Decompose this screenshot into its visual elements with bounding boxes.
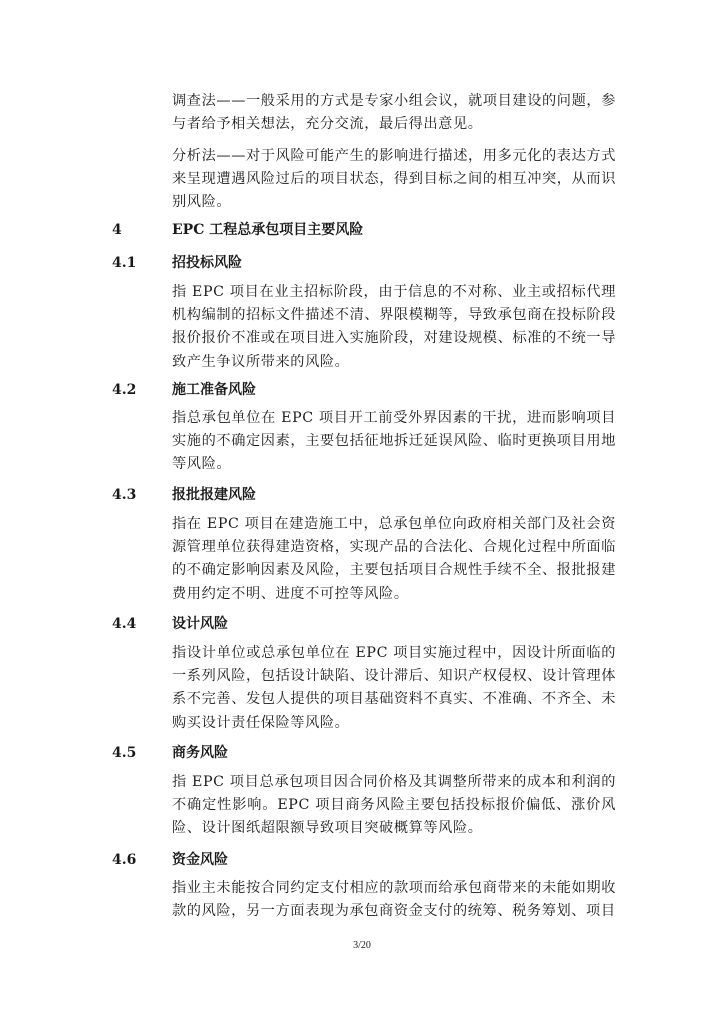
- subsection-paragraph: 指在 EPC 项目在建造施工中，总承包单位向政府相关部门及社会资源管理单位获得建造资格，实现产品的合法化、合规化过程中所面临的不确定影响因素及风险，主要包括项目合规性手续不全、报批报建费用约定不明、进度不可控等风险。: [172, 516, 616, 602]
- subsection-paragraph: 指业主未能按合同约定支付相应的款项而给承包商带来的未能如期收款的风险，另一方面表现为承包商资金支付的统筹、税务筹划、项目: [172, 880, 616, 920]
- section-title: EPC 工程总承包项目主要风险: [172, 222, 364, 238]
- page-number: 3/20: [353, 940, 371, 951]
- subsection-paragraph: 指设计单位或总承包单位在 EPC 项目实施过程中，因设计所面临的一系列风险，包括设计缺陷、设计滞后、知识产权侵权、设计管理体系不完善、发包人提供的项目基础资料不真实、不准确、不齐全、未购买设计责任保险等风险。: [172, 645, 616, 731]
- paragraph-analysis-method: 分析法——对于风险可能产生的影响进行描述，用多元化的表达方式来呈现遭遇风险过后的项目状态，得到目标之间的相互冲突，从而识别风险。: [172, 148, 616, 211]
- subsection-number: 4.4: [112, 616, 137, 632]
- subsection-number: 4.3: [112, 487, 137, 503]
- subsection-number: 4.1: [112, 255, 137, 271]
- subsection-title: 商务风险: [172, 745, 228, 761]
- subsection-paragraph: 指总承包单位在 EPC 项目开工前受外界因素的干扰，进而影响项目实施的不确定因素，主要包括征地拆迁延误风险、临时更换项目用地等风险。: [172, 410, 616, 473]
- subsection-number: 4.5: [112, 745, 137, 761]
- subsection-title: 报批报建风险: [172, 487, 256, 503]
- subsection-title: 设计风险: [172, 616, 228, 632]
- subsection-title: 资金风险: [172, 852, 228, 868]
- subsection-title: 招投标风险: [172, 255, 242, 271]
- subsection-title: 施工准备风险: [172, 382, 256, 398]
- paragraph-survey-method: 调查法——一般采用的方式是专家小组会议，就项目建设的问题，参与者给予相关想法，充分交流，最后得出意见。: [172, 93, 616, 133]
- section-number: 4: [112, 222, 122, 238]
- subsection-paragraph: 指 EPC 项目总承包项目因合同价格及其调整所带来的成本和利润的不确定性影响。EPC 项目商务风险主要包括投标报价偏低、涨价风险、设计图纸超限额导致项目突破概算等风险。: [172, 774, 616, 837]
- subsection-number: 4.2: [112, 382, 137, 398]
- subsection-paragraph: 指 EPC 项目在业主招标阶段，由于信息的不对称、业主或招标代理机构编制的招标文件描述不清、界限模糊等，导致承包商在投标阶段报价报价不准或在项目进入实施阶段，对建设规模、标准的不统一导致产生争议所带来的风险。: [172, 284, 616, 370]
- subsection-number: 4.6: [112, 852, 137, 868]
